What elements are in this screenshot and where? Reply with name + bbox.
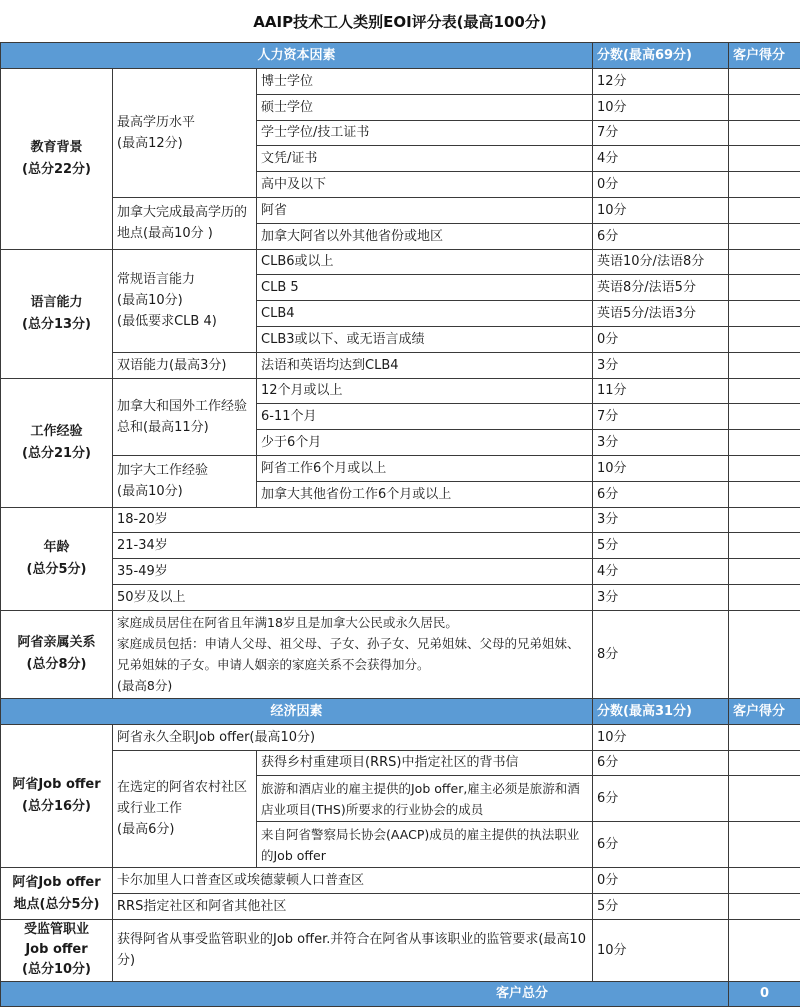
score: 3分 — [593, 430, 729, 456]
client-score-cell[interactable] — [729, 894, 800, 920]
item: 旅游和酒店业的雇主提供的Job offer,雇主必须是旅游和酒店业项目(THS)所要求的行业协会的成员 — [257, 776, 593, 822]
table-row — [1, 378, 800, 404]
subcategory-rural-industry: 在选定的阿省农村社区或行业工作 (最高6分) — [113, 750, 257, 868]
relatives-description: 家庭成员居住在阿省且年满18岁且是加拿大公民或永久居民。 家庭成员包括：申请人父母、祖父母、子女、孙子女、兄弟姐妹、父母的兄弟姐妹、兄弟姐妹的子女。申请人姻亲的家庭关系不会获得加分。 (最高8分) — [113, 610, 593, 698]
client-score-cell[interactable] — [729, 559, 800, 585]
client-score-cell[interactable] — [729, 750, 800, 776]
table-row — [1, 507, 800, 533]
score: 4分 — [593, 559, 729, 585]
item: 35-49岁 — [113, 559, 593, 585]
client-score-cell[interactable] — [729, 120, 800, 146]
table-row — [1, 352, 800, 378]
item: 加拿大其他省份工作6个月或以上 — [257, 481, 593, 507]
table-row — [1, 533, 800, 559]
category-job-location: 阿省Job offer 地点(总分5分) — [1, 868, 113, 920]
client-score-cell[interactable] — [729, 172, 800, 198]
category-job-offer: 阿省Job offer (总分16分) — [1, 724, 113, 868]
item: 阿省 — [257, 197, 593, 223]
client-score-cell[interactable] — [729, 455, 800, 481]
score: 8分 — [593, 610, 729, 698]
client-score-cell[interactable] — [729, 533, 800, 559]
subcategory-general-language: 常规语言能力 (最高10分) (最低要求CLB 4) — [113, 249, 257, 352]
item: 硕士学位 — [257, 94, 593, 120]
score-header: 分数(最高69分) — [593, 43, 729, 69]
table-row — [1, 610, 800, 698]
subcategory-bilingual: 双语能力(最高3分) — [113, 352, 257, 378]
score: 10分 — [593, 197, 729, 223]
item: 6-11个月 — [257, 404, 593, 430]
client-score-cell[interactable] — [729, 146, 800, 172]
item: CLB6或以上 — [257, 249, 593, 275]
client-score-cell[interactable] — [729, 724, 800, 750]
score: 10分 — [593, 724, 729, 750]
item: RRS指定社区和阿省其他社区 — [113, 894, 593, 920]
score: 6分 — [593, 776, 729, 822]
item: 12个月或以上 — [257, 378, 593, 404]
client-score-cell[interactable] — [729, 430, 800, 456]
client-score-cell[interactable] — [729, 69, 800, 95]
score: 4分 — [593, 146, 729, 172]
economic-header: 经济因素 — [1, 698, 593, 724]
score: 5分 — [593, 533, 729, 559]
item: 获得阿省从事受监管职业的Job offer.并符合在阿省从事该职业的监管要求(最高10分) — [113, 919, 593, 981]
client-score-cell[interactable] — [729, 249, 800, 275]
client-score-cell[interactable] — [729, 868, 800, 894]
score: 0分 — [593, 326, 729, 352]
item: 博士学位 — [257, 69, 593, 95]
item: 加拿大阿省以外其他省份或地区 — [257, 223, 593, 249]
score: 3分 — [593, 507, 729, 533]
score: 6分 — [593, 750, 729, 776]
score: 英语10分/法语8分 — [593, 249, 729, 275]
item: 少于6个月 — [257, 430, 593, 456]
client-score-cell[interactable] — [729, 776, 800, 822]
subcategory-education-location: 加拿大完成最高学历的地点(最高10分 ) — [113, 197, 257, 249]
table-row — [1, 750, 800, 776]
eoi-score-table — [0, 42, 800, 1007]
category-language: 语言能力 (总分13分) — [1, 249, 113, 378]
score: 10分 — [593, 919, 729, 981]
subcategory-total-work: 加拿大和国外工作经验总和(最高11分) — [113, 378, 257, 455]
category-regulated-occupation: 受监管职业 Job offer (总分10分) — [1, 919, 113, 981]
score: 英语8分/法语5分 — [593, 275, 729, 301]
item: 21-34岁 — [113, 533, 593, 559]
subcategory-canada-work: 加字大工作经验 (最高10分) — [113, 455, 257, 507]
client-score-cell[interactable] — [729, 352, 800, 378]
item: 法语和英语均达到CLB4 — [257, 352, 593, 378]
item: 卡尔加里人口普查区或埃德蒙顿人口普查区 — [113, 868, 593, 894]
score: 7分 — [593, 120, 729, 146]
score: 12分 — [593, 69, 729, 95]
score: 6分 — [593, 481, 729, 507]
table-row — [1, 249, 800, 275]
client-score-cell[interactable] — [729, 822, 800, 868]
score: 10分 — [593, 455, 729, 481]
client-score-header: 客户得分 — [729, 698, 800, 724]
total-row — [1, 981, 800, 1006]
score: 7分 — [593, 404, 729, 430]
item: CLB3或以下、或无语言成绩 — [257, 326, 593, 352]
total-label: 客户总分 — [1, 981, 729, 1006]
page-title: AAIP技术工人类别EOI评分表(最高100分) — [0, 0, 800, 43]
item: 文凭/证书 — [257, 146, 593, 172]
item: 高中及以下 — [257, 172, 593, 198]
subcategory-highest-education: 最高学历水平 (最高12分) — [113, 69, 257, 198]
score: 10分 — [593, 94, 729, 120]
category-age: 年龄 (总分5分) — [1, 507, 113, 610]
score: 英语5分/法语3分 — [593, 301, 729, 327]
table-row — [1, 724, 800, 750]
score: 6分 — [593, 223, 729, 249]
score: 11分 — [593, 378, 729, 404]
client-score-cell[interactable] — [729, 584, 800, 610]
item: CLB 5 — [257, 275, 593, 301]
client-score-cell[interactable] — [729, 404, 800, 430]
section-header-human-capital — [1, 43, 800, 69]
table-row — [1, 919, 800, 981]
client-score-cell[interactable] — [729, 197, 800, 223]
table-row — [1, 868, 800, 894]
score: 5分 — [593, 894, 729, 920]
table-row — [1, 894, 800, 920]
table-row — [1, 455, 800, 481]
score: 0分 — [593, 172, 729, 198]
table-row — [1, 197, 800, 223]
client-score-cell[interactable] — [729, 507, 800, 533]
client-score-cell[interactable] — [729, 481, 800, 507]
client-score-cell[interactable] — [729, 378, 800, 404]
client-score-header: 客户得分 — [729, 43, 800, 69]
client-score-cell[interactable] — [729, 610, 800, 698]
table-row — [1, 559, 800, 585]
table-row — [1, 584, 800, 610]
item: 学士学位/技工证书 — [257, 120, 593, 146]
category-education: 教育背景 (总分22分) — [1, 69, 113, 250]
table-row — [1, 69, 800, 95]
client-score-cell[interactable] — [729, 301, 800, 327]
score-header: 分数(最高31分) — [593, 698, 729, 724]
item: 获得乡村重建项目(RRS)中指定社区的背书信 — [257, 750, 593, 776]
client-score-cell[interactable] — [729, 919, 800, 981]
score: 0分 — [593, 868, 729, 894]
human-capital-header: 人力资本因素 — [1, 43, 593, 69]
score: 3分 — [593, 584, 729, 610]
category-work-experience: 工作经验 (总分21分) — [1, 378, 113, 507]
client-score-cell[interactable] — [729, 94, 800, 120]
category-relatives: 阿省亲属关系 (总分8分) — [1, 610, 113, 698]
score: 6分 — [593, 822, 729, 868]
item: 阿省永久全职Job offer(最高10分) — [113, 724, 593, 750]
client-score-cell[interactable] — [729, 326, 800, 352]
item: 18-20岁 — [113, 507, 593, 533]
item: CLB4 — [257, 301, 593, 327]
item: 来自阿省警察局长协会(AACP)成员的雇主提供的执法职业的Job offer — [257, 822, 593, 868]
client-score-cell[interactable] — [729, 223, 800, 249]
section-header-economic — [1, 698, 800, 724]
client-score-cell[interactable] — [729, 275, 800, 301]
total-value: 0 — [729, 981, 800, 1006]
item: 阿省工作6个月或以上 — [257, 455, 593, 481]
item: 50岁及以上 — [113, 584, 593, 610]
score: 3分 — [593, 352, 729, 378]
